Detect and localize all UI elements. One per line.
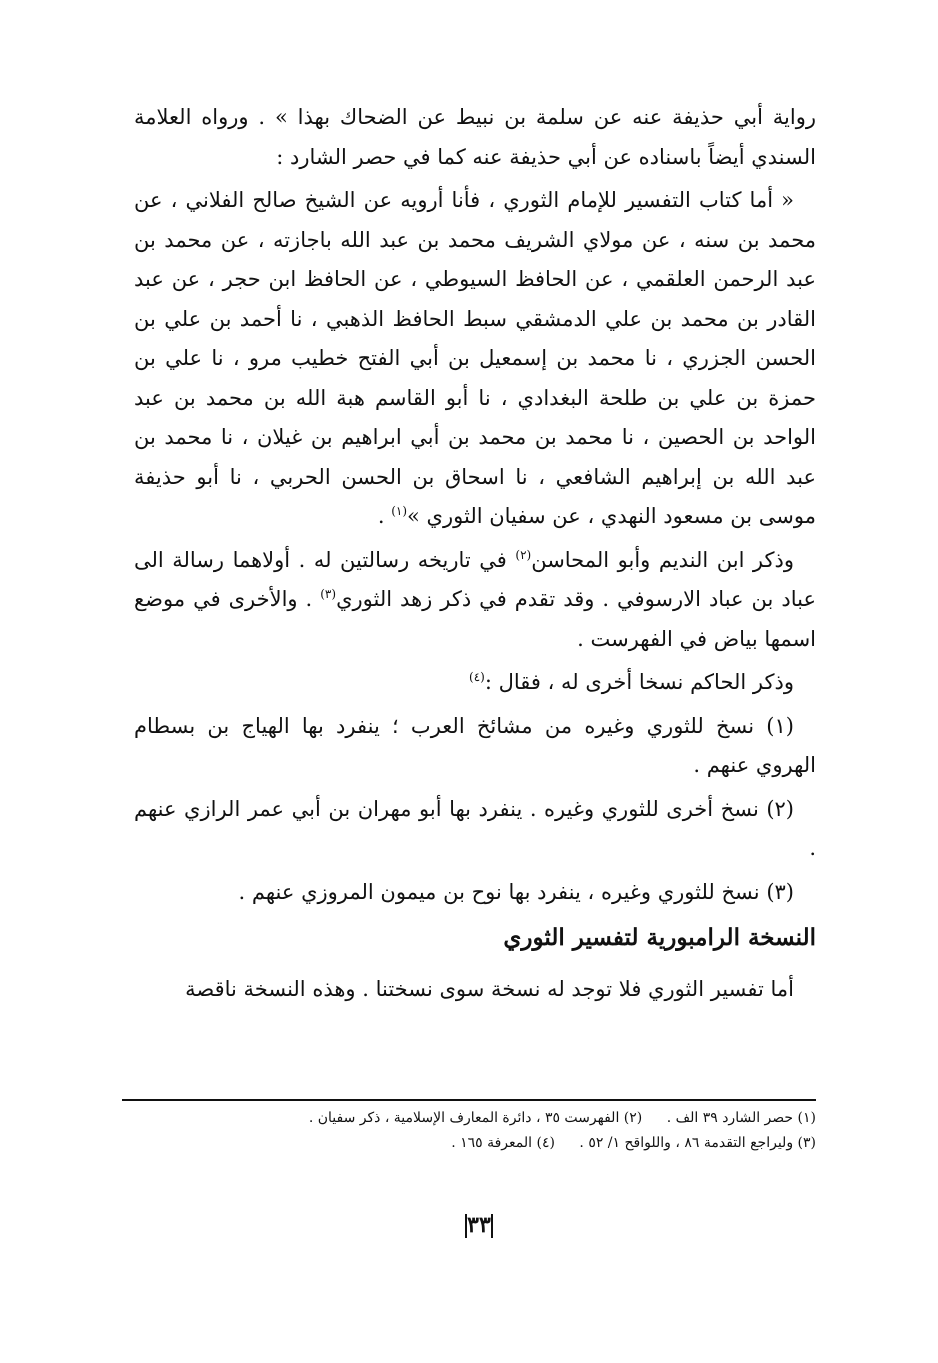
paragraph-hakim — [134, 663, 816, 703]
footnote-line-2 — [122, 1131, 816, 1156]
footnote-divider — [122, 1099, 816, 1101]
paragraph-tafsir — [134, 970, 816, 1010]
paragraph-isnad-quote — [134, 181, 816, 537]
list-item-1 — [134, 707, 816, 786]
paragraph-text: وذكر الحاكم نسخا أخرى له ، فقال : — [484, 670, 794, 694]
footnote-ref-2: (٢) — [515, 547, 532, 562]
list-item-2 — [134, 790, 816, 869]
paragraph-ibn-nadim — [134, 541, 816, 660]
list-item-text: (٢) نسخ أخرى للثوري وغيره . ينفرد بها أبو مهران بن أبي عمر الرازي عنهم . — [134, 796, 816, 860]
list-item-text: (٣) نسخ للثوري وغيره ، ينفرد بها نوح بن ميمون المروزي عنهم . — [238, 879, 794, 904]
page-number — [449, 1212, 509, 1238]
paragraph-text: رواية أبي حذيفة عنه عن سلمة بن نبيط عن الضحاك بهذا » . ورواه العلامة السندي أيضاً باسناده عن أبي حذيفة عنه كما في حصر الشارد : — [134, 105, 816, 169]
paragraph-text: . والأخرى في موضع اسمها بياض في الفهرست . — [134, 587, 816, 651]
footnote-ref-4: (٤) — [469, 670, 485, 684]
main-text — [134, 98, 816, 1010]
footnote-line-1 — [122, 1106, 816, 1131]
footnote-4: (٤) المعرفة ١٦٥ . — [451, 1135, 555, 1151]
page-number-value: ٣٣ — [467, 1212, 491, 1238]
list-item-3 — [134, 873, 816, 913]
paragraph-text: في تاريخه رسالتين له . أولاهما رسالة الى عباد بن عباد الارسوفي . وقد تقدم في ذكر زهد الثوري — [134, 547, 816, 611]
footnote-2: (٢) الفهرست ٣٥ ، دائرة المعارف الإسلامية ، ذكر سفيان . — [308, 1110, 643, 1126]
footnote-1: (١) حصر الشارد ٣٩ الف . — [666, 1110, 816, 1126]
section-heading: النسخة الرامبورية لتفسير الثوري — [503, 924, 816, 951]
page-number-bar — [491, 1214, 493, 1238]
footnotes — [122, 1106, 816, 1156]
footnote-ref-3: (٣) — [320, 587, 337, 601]
footnote-3: (٣) وليراجع التقدمة ٨٦ ، واللواقح ١/ ٥٢ . — [579, 1135, 816, 1151]
footnote-ref-1: (١) — [391, 504, 408, 518]
paragraph-end: . — [377, 504, 392, 528]
paragraph-text: وذكر ابن النديم وأبو المحاسن — [531, 547, 795, 572]
paragraph-riwaya — [134, 98, 816, 177]
paragraph-text: « أما كتاب التفسير للإمام الثوري ، فأنا أرويه عن الشيخ صالح الفلاني ، عن محمد بن سنه ، عن مولاي الشريف محمد بن عبد الله باجازته ، عن محمد بن عبد الرحمن العلقمي ، عن الحافظ السيوطي ، عن الحافظ ابن حجر ، عن عبد القادر بن محمد بن علي الدمشقي سبط الحافظ الذهبي ، نا أحمد بن علي بن الحسن الجزري ، نا محمد بن إسمعيل بن أبي الفتح خطيب مرو ، نا علي بن حمزة بن علي بن طلحة البغدادي ، نا أبو القاسم هبة الله بن محمد بن عبد الواحد بن الحصين ، نا محمد بن محمد بن أبي ابراهيم بن غيلان ، نا محمد بن عبد الله بن إبراهيم الشافعي ، نا اسحاق بن الحسن الحربي ، نا أبو حذيفة موسى بن مسعود النهدي ، عن سفيان الثوري » — [134, 188, 816, 528]
list-item-text: (١) نسخ للثوري وغيره من مشائخ العرب ؛ ينفرد بها الهياج بن بسطام الهروي عنهم . — [134, 713, 816, 777]
paragraph-text: أما تفسير الثوري فلا توجد له نسخة سوى نسختنا . وهذه النسخة ناقصة — [185, 977, 794, 1001]
